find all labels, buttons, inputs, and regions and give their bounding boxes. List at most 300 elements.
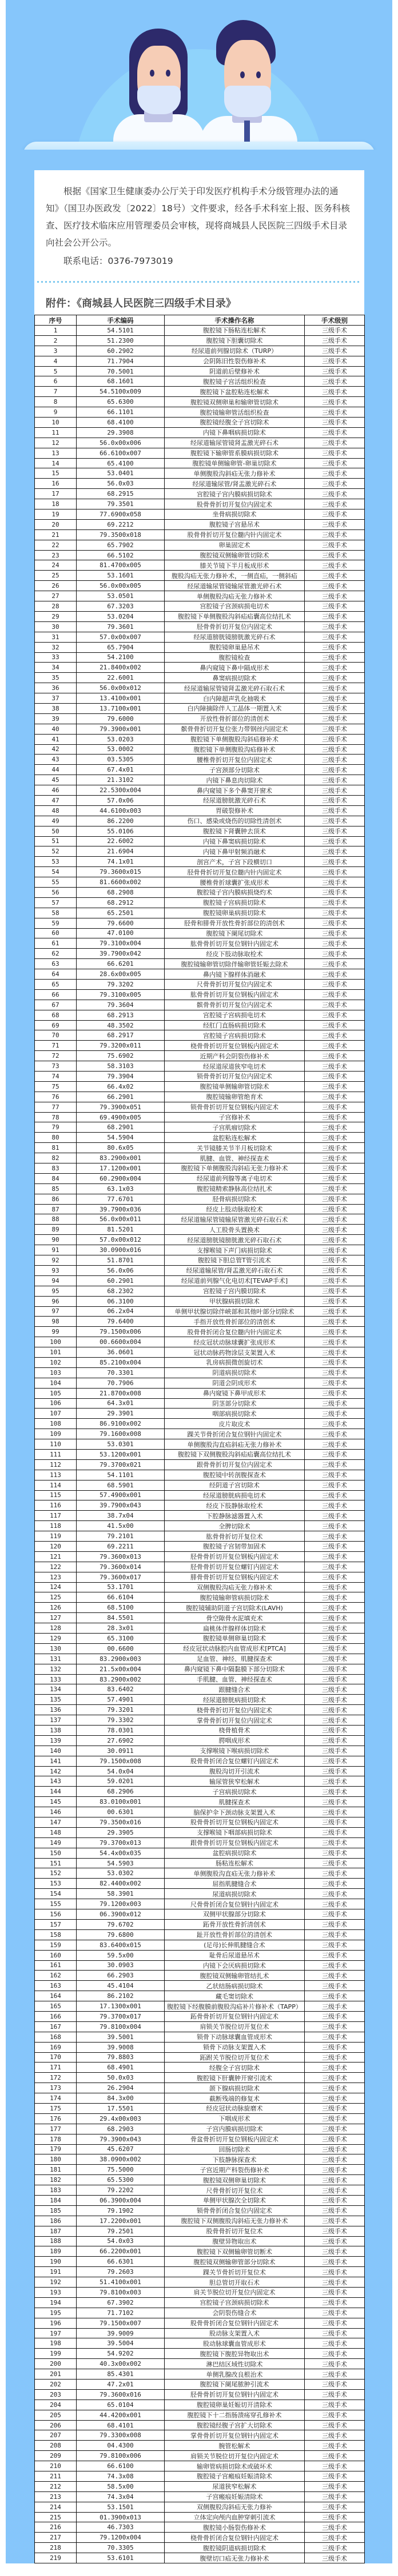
row-code: 13.4100x001 bbox=[77, 693, 165, 704]
row-index: 48 bbox=[35, 805, 77, 816]
row-code: 79.3302 bbox=[77, 1715, 165, 1726]
table-row bbox=[35, 887, 365, 897]
row-name: 回肠切除术 bbox=[165, 2144, 305, 2154]
row-level: 三级手术 bbox=[305, 448, 365, 458]
row-code: 80.6x05 bbox=[77, 1143, 165, 1153]
row-level: 三级手术 bbox=[305, 1020, 365, 1030]
table-row bbox=[35, 1726, 365, 1736]
row-code: 60.2902 bbox=[77, 346, 165, 356]
table-row bbox=[35, 2246, 365, 2257]
row-level: 三级手术 bbox=[305, 1756, 365, 1766]
table-row bbox=[35, 908, 365, 918]
row-name: 肩关节脱位切开复位内固定术 bbox=[165, 2288, 305, 2298]
row-level: 三级手术 bbox=[305, 724, 365, 734]
row-code: 57.0x00x012 bbox=[77, 1235, 165, 1245]
table-row bbox=[35, 1081, 365, 1092]
row-index: 167 bbox=[35, 2021, 77, 2032]
row-index: 154 bbox=[35, 1889, 77, 1899]
row-code: 39.5004 bbox=[77, 2338, 165, 2349]
row-level: 三级手术 bbox=[305, 1409, 365, 1419]
row-code: 66.6201 bbox=[77, 959, 165, 969]
table-row bbox=[35, 2481, 365, 2491]
table-row bbox=[35, 427, 365, 438]
row-name: 肩锁关节脱位切开复位内固定术 bbox=[165, 2451, 305, 2461]
row-index: 16 bbox=[35, 479, 77, 489]
row-name: 经尿道膀胱病损电切术 bbox=[165, 1490, 305, 1500]
row-index: 144 bbox=[35, 1787, 77, 1797]
row-index: 6 bbox=[35, 376, 77, 387]
row-index: 201 bbox=[35, 2369, 77, 2380]
table-row bbox=[35, 1459, 365, 1470]
row-code: 79.8100x006 bbox=[77, 2451, 165, 2461]
row-level: 三级手术 bbox=[305, 1603, 365, 1613]
row-code: 66.6104 bbox=[77, 1592, 165, 1603]
table-row bbox=[35, 703, 365, 713]
table-row bbox=[35, 540, 365, 550]
row-code: 79.6000 bbox=[77, 713, 165, 724]
row-level: 三级手术 bbox=[305, 2124, 365, 2134]
row-name: 髌骨骨折切开复位内固定术 bbox=[165, 1000, 305, 1010]
table-row bbox=[35, 1500, 365, 1511]
table-row bbox=[35, 2093, 365, 2104]
row-index: 36 bbox=[35, 683, 77, 693]
row-index: 44 bbox=[35, 765, 77, 775]
row-level: 三级手术 bbox=[305, 1531, 365, 1542]
row-code: 83.2900x002 bbox=[77, 1674, 165, 1684]
row-name: 腹腔镜双侧输卵管部分切除术 bbox=[165, 2257, 305, 2267]
row-name: 截断残端的修复术 bbox=[165, 2093, 305, 2104]
row-level: 三级手术 bbox=[305, 703, 365, 713]
table-row bbox=[35, 438, 365, 448]
row-level: 三级手术 bbox=[305, 1480, 365, 1490]
row-name: 肱骨骨折切开复位钢针内固定术 bbox=[165, 938, 305, 949]
row-code: 79.1902 bbox=[77, 2205, 165, 2216]
row-level: 三级手术 bbox=[305, 980, 365, 990]
table-row bbox=[35, 2441, 365, 2451]
table-row bbox=[35, 1572, 365, 1582]
row-level: 三级手术 bbox=[305, 499, 365, 509]
row-name: 腹股沟切开引流术 bbox=[165, 1766, 305, 1776]
table-row bbox=[35, 1634, 365, 1644]
row-code: 66.2901 bbox=[77, 1092, 165, 1102]
row-index: 81 bbox=[35, 1143, 77, 1153]
row-level: 三级手术 bbox=[305, 1746, 365, 1756]
row-code: 65.3100 bbox=[77, 1634, 165, 1644]
row-index: 212 bbox=[35, 2481, 77, 2491]
row-code: 70.3301 bbox=[77, 1367, 165, 1378]
row-code: 79.8803 bbox=[77, 2052, 165, 2063]
table-row bbox=[35, 1306, 365, 1317]
row-level: 三级手术 bbox=[305, 458, 365, 468]
row-level: 三级手术 bbox=[305, 601, 365, 612]
row-code: 86.9100x002 bbox=[77, 1419, 165, 1429]
table-row bbox=[35, 387, 365, 397]
row-name: 经皮冠状动脉球囊扩张成形术 bbox=[165, 1337, 305, 1347]
row-code: 79.3600x013 bbox=[77, 1551, 165, 1562]
row-index: 18 bbox=[35, 499, 77, 509]
row-name: 尺骨骨折闭合复位钢针内固定术 bbox=[165, 1899, 305, 1909]
row-level: 三级手术 bbox=[305, 1214, 365, 1225]
row-index: 119 bbox=[35, 1531, 77, 1542]
row-name: 掌骨骨折切开复位钢针内固定术 bbox=[165, 2430, 305, 2441]
row-level: 三级手术 bbox=[305, 693, 365, 704]
row-name: 腹腔镜子宫内膜病损烧灼术 bbox=[165, 887, 305, 897]
row-index: 45 bbox=[35, 775, 77, 785]
row-level: 三级手术 bbox=[305, 529, 365, 540]
table-row bbox=[35, 1521, 365, 1531]
table-row bbox=[35, 2328, 365, 2338]
row-name: 腹腔镜子宫韧带加固术 bbox=[165, 1541, 305, 1551]
row-code: 85.2100x004 bbox=[77, 1357, 165, 1367]
row-index: 30 bbox=[35, 621, 77, 632]
table-row bbox=[35, 938, 365, 949]
intro-paragraph: 根据《国家卫生健康委办公厅关于印发医疗机构手术分级管理办法的通知》（国卫办医政发〔2022〕18号）文件要求，经各手术科室上报、医务科核查、医疗技术临床应用管理委员会审核，现将商城县人民医院三四级手术目录向社会公开公示。 bbox=[46, 186, 350, 248]
row-level: 三级手术 bbox=[305, 2277, 365, 2288]
row-code: 86.2102 bbox=[77, 1991, 165, 2001]
row-name: 尿道狭窄松解术 bbox=[165, 2481, 305, 2491]
row-code: 77.6900x058 bbox=[77, 509, 165, 520]
row-index: 102 bbox=[35, 1357, 77, 1367]
row-level: 三级手术 bbox=[305, 1490, 365, 1500]
row-name: 胫骨骨折切开复位髓内针内固定术 bbox=[165, 867, 305, 877]
table-row bbox=[35, 1960, 365, 1971]
table-row bbox=[35, 1480, 365, 1490]
row-level: 三级手术 bbox=[305, 407, 365, 418]
row-code: 51.2300 bbox=[77, 335, 165, 346]
row-name: 腹腔镜精索静脉高位结扎术 bbox=[165, 1183, 305, 1194]
table-row bbox=[35, 795, 365, 805]
row-name: 伤口、感染或烧伤的切除性清创术 bbox=[165, 816, 305, 826]
row-name: 跟骨骨折切开复位内固定术 bbox=[165, 1459, 305, 1470]
row-name: 腹腔镜子宫活组织检查 bbox=[165, 376, 305, 387]
row-index: 134 bbox=[35, 1684, 77, 1695]
row-name: 腕管松解术 bbox=[165, 2441, 305, 2451]
row-name: 股骨骨折闭合复位钢针内固定术 bbox=[165, 2318, 305, 2328]
row-level: 三级手术 bbox=[305, 969, 365, 980]
doctor-male-illustration bbox=[194, 20, 297, 150]
row-name: 支撑喉镜下声门病损切除术 bbox=[165, 1245, 305, 1255]
table-row bbox=[35, 775, 365, 785]
row-code: 68.2906 bbox=[77, 1787, 165, 1797]
row-name: 开放性骨折部位的清创术 bbox=[165, 713, 305, 724]
row-level: 三级手术 bbox=[305, 1000, 365, 1010]
row-index: 170 bbox=[35, 2052, 77, 2063]
row-index: 101 bbox=[35, 1347, 77, 1358]
row-index: 203 bbox=[35, 2389, 77, 2400]
row-index: 93 bbox=[35, 1265, 77, 1275]
row-index: 105 bbox=[35, 1388, 77, 1398]
table-row bbox=[35, 642, 365, 652]
table-row bbox=[35, 1173, 365, 1183]
row-code: 79.2603 bbox=[77, 2267, 165, 2277]
row-index: 100 bbox=[35, 1337, 77, 1347]
row-level: 三级手术 bbox=[305, 1879, 365, 1889]
row-code: 36.0601 bbox=[77, 1347, 165, 1358]
row-level: 三级手术 bbox=[305, 1041, 365, 1051]
row-level: 三级手术 bbox=[305, 1173, 365, 1183]
row-name: 近期产科会阴裂伤修补术 bbox=[165, 1051, 305, 1061]
row-code: 65.7902 bbox=[77, 540, 165, 550]
row-name: 经尿道膀胱病损切除术 bbox=[165, 1695, 305, 1705]
row-level: 三级手术 bbox=[305, 1337, 365, 1347]
row-level: 三级手术 bbox=[305, 1572, 365, 1582]
row-name: 肩锁关节脱位切开复位术 bbox=[165, 2021, 305, 2032]
row-name: 甲状腺病损切除术 bbox=[165, 1296, 305, 1306]
row-name: 子宫近期产科裂伤修补术 bbox=[165, 2165, 305, 2175]
row-name: 掌骨骨折切开复位内固定术 bbox=[165, 1715, 305, 1726]
table-row bbox=[35, 1511, 365, 1521]
row-name: 单侧腹股沟疝无张力修补术 bbox=[165, 591, 305, 601]
row-name: 骨空隙骨水泥填充术 bbox=[165, 1613, 305, 1623]
table-row bbox=[35, 1061, 365, 1072]
row-level: 三级手术 bbox=[305, 989, 365, 1000]
row-code: 60.2900x004 bbox=[77, 1173, 165, 1183]
row-name: 宫腔镜子宫颈病损切除术 bbox=[165, 2297, 305, 2308]
row-code: 29.3905 bbox=[77, 1827, 165, 1837]
row-name: 内镜下会厌病损切除术 bbox=[165, 1960, 305, 1971]
row-name: 腹腔镜下双侧输卵管切断术 bbox=[165, 2246, 305, 2257]
row-level: 三级手术 bbox=[305, 744, 365, 755]
row-index: 192 bbox=[35, 2277, 77, 2288]
row-level: 三级手术 bbox=[305, 1347, 365, 1358]
row-level: 三级手术 bbox=[305, 928, 365, 938]
row-name: 腹腔镜下阑尾脓肿引流术 bbox=[165, 2380, 305, 2390]
content-panel bbox=[34, 170, 364, 2563]
row-name: 踝关节骨折闭合复位钢针内固定术 bbox=[165, 1429, 305, 1439]
row-index: 107 bbox=[35, 1409, 77, 1419]
table-row bbox=[35, 1133, 365, 1143]
table-row bbox=[35, 1981, 365, 1991]
scroll-decoration bbox=[23, 142, 375, 150]
row-code: 83.6402 bbox=[77, 1684, 165, 1695]
row-level: 三级手术 bbox=[305, 1929, 365, 1940]
row-name: 股骨骨折切开复位钢板内固定术 bbox=[165, 1817, 305, 1828]
row-index: 155 bbox=[35, 1899, 77, 1909]
row-level: 三级手术 bbox=[305, 938, 365, 949]
table-row bbox=[35, 489, 365, 499]
row-code: 79.3900x043 bbox=[77, 2134, 165, 2144]
table-row bbox=[35, 1449, 365, 1459]
row-name: 单侧腹股沟直疝斜疝无张力修补术 bbox=[165, 1439, 305, 1450]
row-name: 经肛门直肠病损切除术 bbox=[165, 1020, 305, 1030]
row-name: 腹腔镜下胆总管T管引流术 bbox=[165, 1255, 305, 1266]
row-code: 81.4700x005 bbox=[77, 560, 165, 571]
row-level: 三级手术 bbox=[305, 356, 365, 366]
row-code: 22.6002 bbox=[77, 836, 165, 846]
row-index: 177 bbox=[35, 2124, 77, 2134]
row-level: 三级手术 bbox=[305, 2073, 365, 2083]
row-code: 68.2912 bbox=[77, 897, 165, 908]
row-level: 三级手术 bbox=[305, 2369, 365, 2380]
table-row bbox=[35, 356, 365, 366]
table-row bbox=[35, 2011, 365, 2021]
row-level: 三级手术 bbox=[305, 1613, 365, 1623]
row-level: 三级手术 bbox=[305, 427, 365, 438]
row-code: 06.2x04 bbox=[77, 1306, 165, 1317]
row-level: 三级手术 bbox=[305, 2257, 365, 2267]
table-row bbox=[35, 479, 365, 489]
table-row bbox=[35, 1919, 365, 1929]
row-name: 腹腔镜小肠裂伤修补术 bbox=[165, 2522, 305, 2533]
table-row bbox=[35, 713, 365, 724]
row-index: 118 bbox=[35, 1521, 77, 1531]
row-name: 股骨骨折切开复位内固定术 bbox=[165, 499, 305, 509]
row-level: 三级手术 bbox=[305, 2389, 365, 2400]
row-code: 57.4900x001 bbox=[77, 1490, 165, 1500]
row-code: 84.5501 bbox=[77, 1613, 165, 1623]
row-code: 56.0x00x011 bbox=[77, 1214, 165, 1225]
table-row bbox=[35, 949, 365, 959]
row-code: 44.4200x001 bbox=[77, 2410, 165, 2420]
row-index: 23 bbox=[35, 550, 77, 560]
row-index: 217 bbox=[35, 2533, 77, 2543]
row-index: 69 bbox=[35, 1020, 77, 1030]
table-row bbox=[35, 1582, 365, 1592]
row-level: 三级手术 bbox=[305, 1797, 365, 1807]
row-index: 94 bbox=[35, 1275, 77, 1286]
row-name: 下咽成形术 bbox=[165, 2113, 305, 2124]
row-index: 156 bbox=[35, 1909, 77, 1920]
row-code: 68.2915 bbox=[77, 489, 165, 499]
row-level: 三级手术 bbox=[305, 2165, 365, 2175]
row-name: 内镜下鼻甲射频消融术 bbox=[165, 846, 305, 857]
row-index: 57 bbox=[35, 897, 77, 908]
table-row bbox=[35, 928, 365, 938]
surgery-catalog-table bbox=[34, 315, 365, 2563]
row-level: 三级手术 bbox=[305, 2288, 365, 2298]
row-level: 三级手术 bbox=[305, 1960, 365, 1971]
row-code: 28.6x00x005 bbox=[77, 969, 165, 980]
row-name: 经尿道输尿管/肾盂激光碎石取石术 bbox=[165, 1265, 305, 1275]
row-name: 胫骨骨折切开复位内固定术 bbox=[165, 621, 305, 632]
row-index: 38 bbox=[35, 703, 77, 713]
row-name: 腹腔镜卵巢病损切除术 bbox=[165, 908, 305, 918]
table-row bbox=[35, 1317, 365, 1327]
row-code: 66.1101 bbox=[77, 407, 165, 418]
row-code: 68.2913 bbox=[77, 1010, 165, 1020]
row-name: 跖骨骨折切开复位钢针内固定术 bbox=[165, 2011, 305, 2021]
row-code: 79.3500x018 bbox=[77, 529, 165, 540]
row-code: 65.7904 bbox=[77, 642, 165, 652]
row-name: 阴道会阴成形术 bbox=[165, 1378, 305, 1388]
table-row bbox=[35, 1112, 365, 1122]
row-name: 胫骨病损切除术 bbox=[165, 1194, 305, 1204]
row-index: 62 bbox=[35, 949, 77, 959]
table-row bbox=[35, 1245, 365, 1255]
row-level: 三级手术 bbox=[305, 1081, 365, 1092]
row-code: 39.7900x042 bbox=[77, 949, 165, 959]
table-row bbox=[35, 2063, 365, 2073]
row-code: 81.6600x002 bbox=[77, 877, 165, 888]
row-level: 三级手术 bbox=[305, 2318, 365, 2328]
row-level: 三级手术 bbox=[305, 2359, 365, 2369]
row-code: 83.0100x001 bbox=[77, 1797, 165, 1807]
row-index: 96 bbox=[35, 1296, 77, 1306]
row-index: 55 bbox=[35, 877, 77, 888]
row-name: 腭咽成形术 bbox=[165, 1735, 305, 1746]
row-name: 乙状结肠病损切除术 bbox=[165, 1981, 305, 1991]
table-row bbox=[35, 1163, 365, 1174]
row-index: 200 bbox=[35, 2359, 77, 2369]
row-level: 三级手术 bbox=[305, 1225, 365, 1235]
row-code: 82.4400x002 bbox=[77, 1879, 165, 1889]
row-name: 腹腔镜下双侧腹股沟斜疝疝囊高位结扎术 bbox=[165, 1449, 305, 1459]
row-name: 子宫内膜病损切除术 bbox=[165, 2124, 305, 2134]
row-name: 屈指肌腱缝合术 bbox=[165, 1879, 305, 1889]
row-code: 75.6902 bbox=[77, 1051, 165, 1061]
table-row bbox=[35, 1204, 365, 1214]
row-level: 三级手术 bbox=[305, 560, 365, 571]
table-row bbox=[35, 1705, 365, 1715]
row-code: 55.0106 bbox=[77, 826, 165, 836]
table-row bbox=[35, 509, 365, 520]
row-level: 三级手术 bbox=[305, 2001, 365, 2012]
row-level: 三级手术 bbox=[305, 805, 365, 816]
row-name: 宫腔镜子宫内膜病损切除术 bbox=[165, 489, 305, 499]
row-name: 经尿道输尿管/肾盂激光碎石术 bbox=[165, 479, 305, 489]
row-code: 66.6100 bbox=[77, 2461, 165, 2471]
row-level: 三级手术 bbox=[305, 918, 365, 928]
table-row bbox=[35, 2389, 365, 2400]
row-level: 三级手术 bbox=[305, 785, 365, 796]
row-level: 三级手术 bbox=[305, 376, 365, 387]
row-index: 46 bbox=[35, 785, 77, 796]
table-row bbox=[35, 683, 365, 693]
row-code: 51.4100x001 bbox=[77, 2277, 165, 2288]
row-level: 三级手术 bbox=[305, 1030, 365, 1041]
row-index: 131 bbox=[35, 1654, 77, 1664]
table-row bbox=[35, 816, 365, 826]
table-row bbox=[35, 1235, 365, 1245]
row-code: 68.2917 bbox=[77, 1030, 165, 1041]
table-row bbox=[35, 2277, 365, 2288]
row-index: 128 bbox=[35, 1623, 77, 1634]
row-code: 53.0302 bbox=[77, 1868, 165, 1879]
table-row bbox=[35, 376, 365, 387]
row-level: 三级手术 bbox=[305, 1511, 365, 1521]
row-code: 58.5x00 bbox=[77, 2481, 165, 2491]
row-code: 48.3502 bbox=[77, 1020, 165, 1030]
row-level: 三级手术 bbox=[305, 2246, 365, 2257]
row-level: 三级手术 bbox=[305, 2042, 365, 2052]
row-index: 158 bbox=[35, 1929, 77, 1940]
row-code: 59.0201 bbox=[77, 1776, 165, 1787]
row-code: 58.3103 bbox=[77, 1061, 165, 1072]
row-name: 经尿道输尿管镜肾盂激光碎石取石术 bbox=[165, 683, 305, 693]
row-level: 三级手术 bbox=[305, 519, 365, 529]
row-level: 三级手术 bbox=[305, 897, 365, 908]
table-row bbox=[35, 673, 365, 683]
row-code: 71.7102 bbox=[77, 2308, 165, 2318]
row-level: 三级手术 bbox=[305, 1991, 365, 2001]
row-level: 三级手术 bbox=[305, 2175, 365, 2185]
row-index: 163 bbox=[35, 1981, 77, 1991]
row-level: 三级手术 bbox=[305, 2267, 365, 2277]
row-index: 157 bbox=[35, 1919, 77, 1929]
row-code: 01.3900x013 bbox=[77, 2512, 165, 2522]
row-level: 三级手术 bbox=[305, 1592, 365, 1603]
row-name: 桡骨骨折切开复位内固定术 bbox=[165, 1705, 305, 1715]
row-index: 31 bbox=[35, 632, 77, 642]
row-name: 经尿道输尿管镜肾盂激光碎石术 bbox=[165, 438, 305, 448]
row-index: 176 bbox=[35, 2113, 77, 2124]
row-level: 三级手术 bbox=[305, 1143, 365, 1153]
row-name: 鼻内窥镜下多个鼻窦开窗术 bbox=[165, 785, 305, 796]
row-index: 63 bbox=[35, 959, 77, 969]
row-level: 三级手术 bbox=[305, 1735, 365, 1746]
row-index: 184 bbox=[35, 2195, 77, 2205]
row-name: 子宫修补术 bbox=[165, 1112, 305, 1122]
